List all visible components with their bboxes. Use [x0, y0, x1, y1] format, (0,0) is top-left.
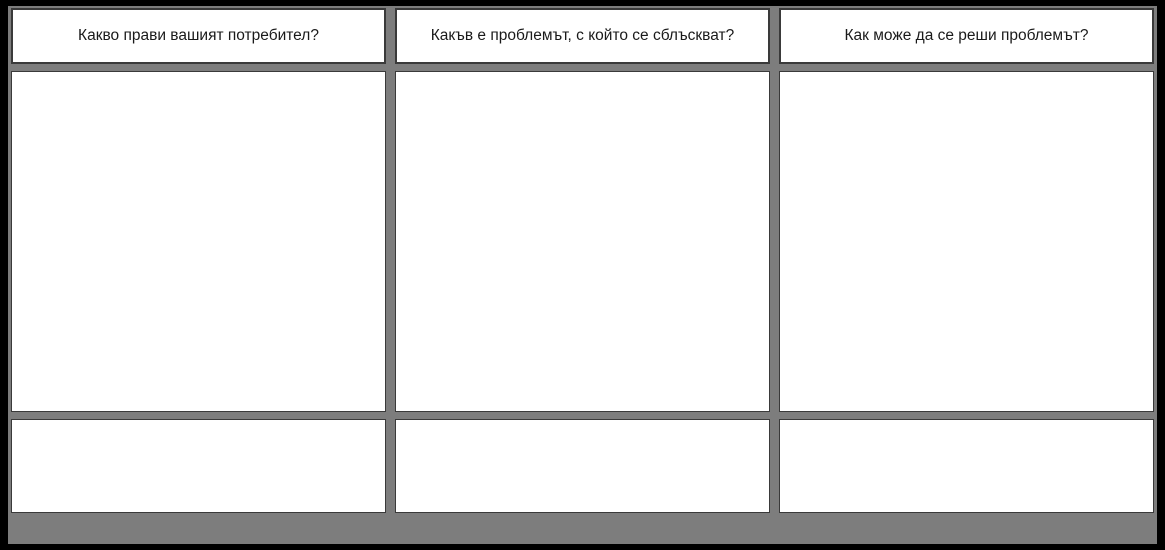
column-header-3-label: Как може да се реши проблемът?: [844, 26, 1089, 44]
column-footer-2[interactable]: [395, 419, 770, 513]
column-body-1-text: [12, 72, 32, 88]
column-header-1[interactable]: [11, 8, 386, 64]
column-footer-2-text: [396, 420, 416, 436]
three-column-grid: [8, 6, 1157, 544]
column-body-3-text: [780, 72, 800, 88]
column-footer-1-text: [12, 420, 32, 436]
column-header-3[interactable]: [779, 8, 1154, 64]
column-header-1-label: Какво прави вашият потребител?: [78, 26, 319, 44]
column-body-2-text: [396, 72, 416, 88]
column-body-1[interactable]: [11, 71, 386, 412]
column-body-2[interactable]: [395, 71, 770, 412]
column-header-2-label: Какъв е проблемът, с който се сблъскват?: [430, 26, 735, 44]
column-header-2[interactable]: [395, 8, 770, 64]
column-body-3[interactable]: [779, 71, 1154, 412]
column-footer-1[interactable]: [11, 419, 386, 513]
column-footer-3[interactable]: [779, 419, 1154, 513]
column-footer-3-text: [780, 420, 800, 436]
